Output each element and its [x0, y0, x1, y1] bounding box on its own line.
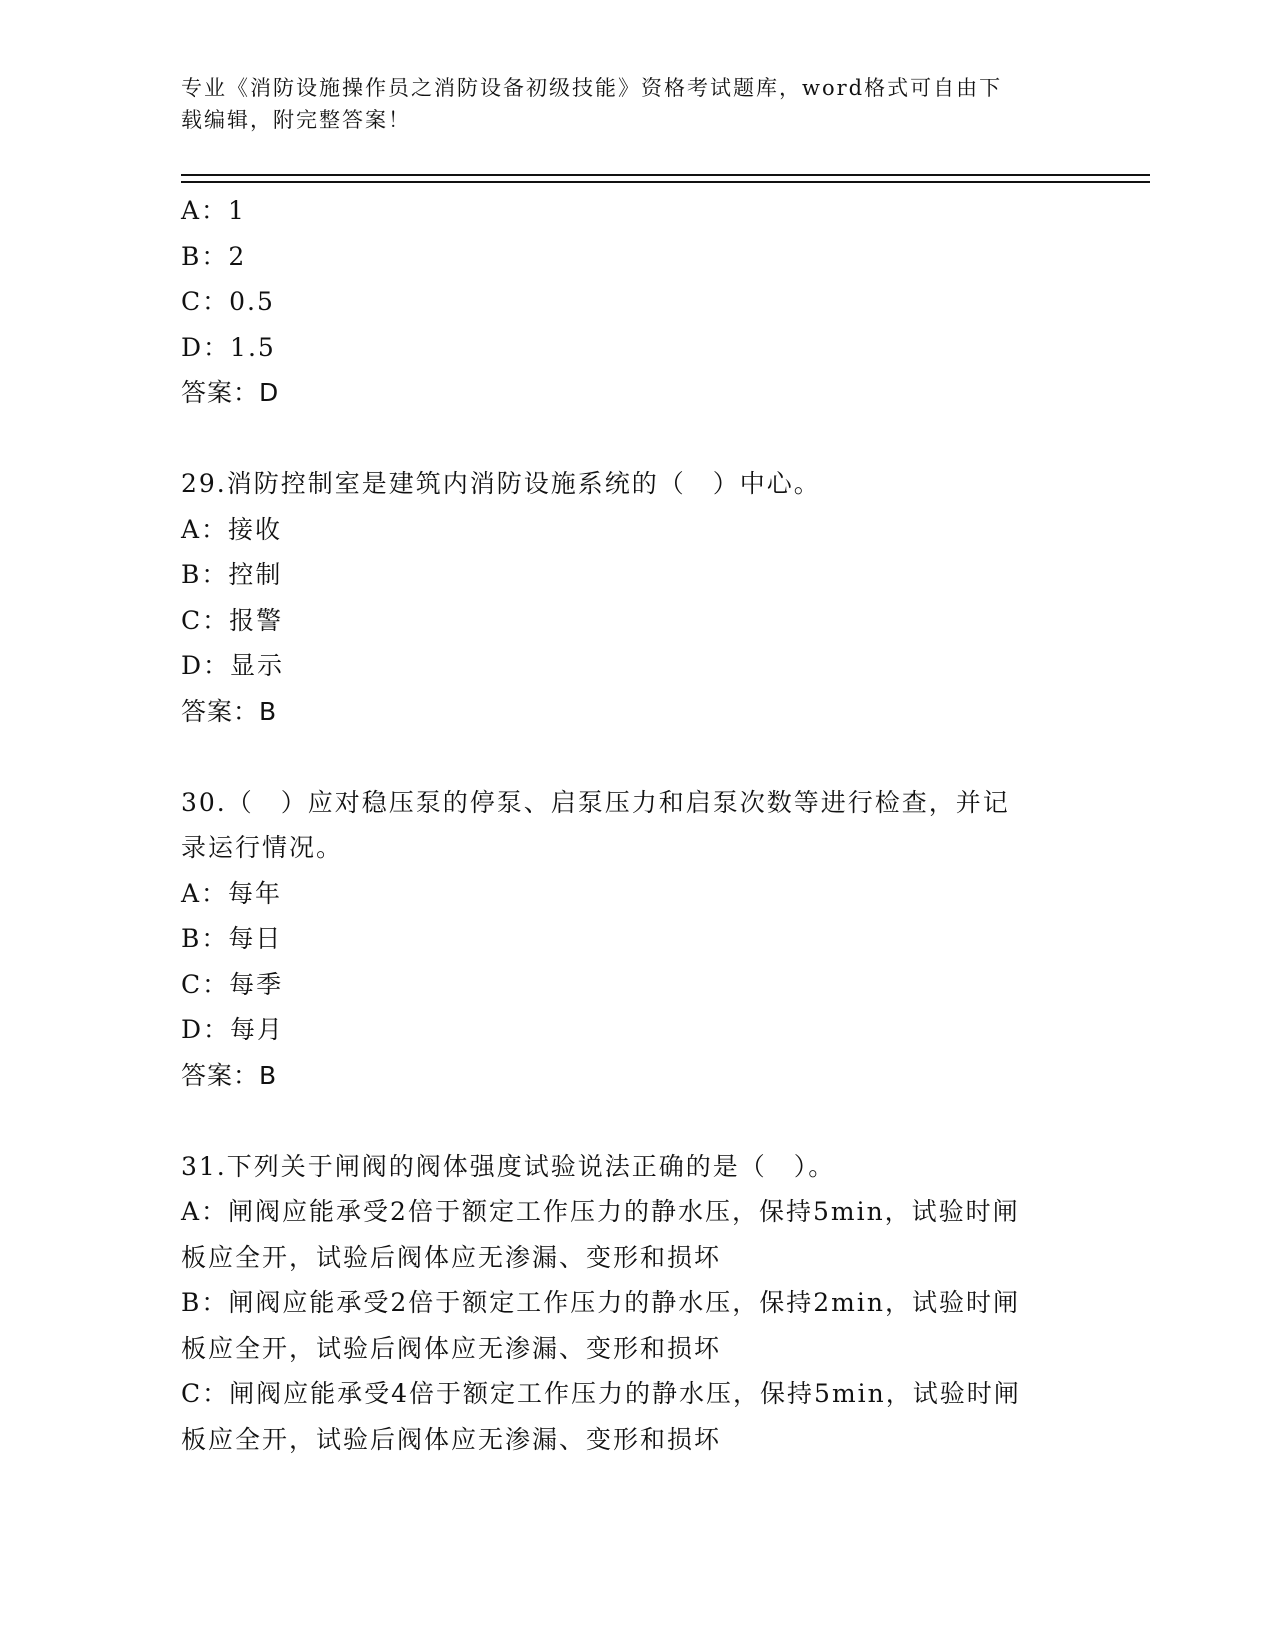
q29-answer: 答案：B	[181, 696, 278, 726]
question-29	[181, 461, 1081, 734]
q29-option-d: D：显示	[181, 651, 285, 680]
q28-answer: 答案：D	[181, 378, 280, 407]
q31-option-b-line-1: B：闸阀应能承受2倍于额定工作压力的静水压，保持2min，试验时闸	[181, 1288, 1020, 1317]
document-header	[181, 72, 1061, 136]
q30-option-b: B：每日	[181, 924, 283, 953]
q31-option-a-line-1: A：闸阀应能承受2倍于额定工作压力的静水压，保持5min，试验时闸	[181, 1197, 1020, 1226]
q31-stem: 31.下列关于闸阀的阀体强度试验说法正确的是（ ）。	[181, 1151, 836, 1181]
q28-option-a: A：1	[181, 196, 246, 225]
header-divider-bottom	[181, 181, 1150, 183]
q29-option-a: A：接收	[181, 514, 283, 544]
spacer	[181, 1098, 1081, 1144]
q30-stem-line-2: 录运行情况。	[181, 833, 344, 862]
header-title-line-1: 专业《消防设施操作员之消防设备初级技能》资格考试题库，word格式可自由下	[181, 76, 1003, 100]
q29-option-b: B：控制	[181, 560, 283, 589]
question-28-partial	[181, 188, 1081, 416]
q29-stem: 29.消防控制室是建筑内消防设施系统的（ ）中心。	[181, 469, 821, 498]
question-31	[181, 1144, 1081, 1463]
q31-option-c-line-2: 板应全开，试验后阀体应无渗漏、变形和损坏	[181, 1424, 722, 1454]
header-title-line-2: 载编辑，附完整答案！	[181, 108, 411, 132]
spacer	[181, 734, 1081, 780]
q31-option-a-line-2: 板应全开，试验后阀体应无渗漏、变形和损坏	[181, 1242, 722, 1272]
question-30	[181, 780, 1081, 1099]
spacer	[181, 416, 1081, 462]
q30-answer: 答案：B	[181, 1060, 278, 1090]
q31-option-c-line-1: C：闸阀应能承受4倍于额定工作压力的静水压，保持5min，试验时闸	[181, 1379, 1021, 1408]
question-list	[181, 188, 1081, 1462]
q30-option-d: D：每月	[181, 1015, 285, 1044]
q30-option-c: C：每季	[181, 969, 284, 999]
q30-option-a: A：每年	[181, 878, 283, 908]
q28-option-d: D：1.5	[181, 332, 276, 362]
header-divider-top	[181, 174, 1150, 176]
q30-stem-line-1: 30.（ ）应对稳压泵的停泵、启泵压力和启泵次数等进行检查，并记	[181, 787, 1010, 817]
q29-option-c: C：报警	[181, 605, 284, 635]
q28-option-b: B：2	[181, 241, 247, 271]
q28-option-c: C：0.5	[181, 287, 275, 316]
q31-option-b-line-2: 板应全开，试验后阀体应无渗漏、变形和损坏	[181, 1333, 722, 1363]
